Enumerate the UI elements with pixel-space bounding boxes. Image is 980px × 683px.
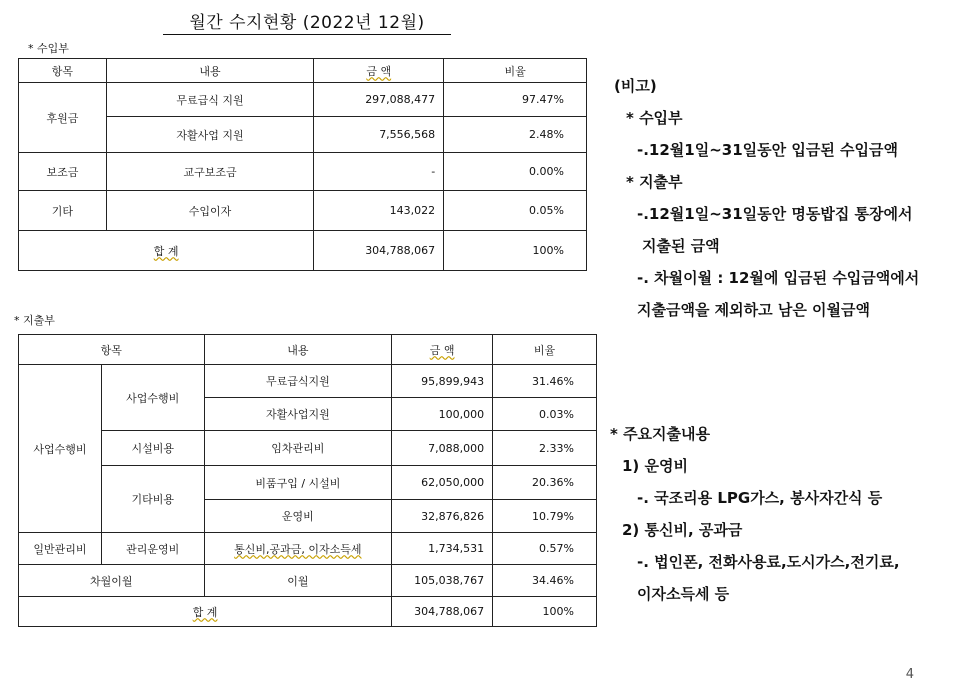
- amount-cell: 95,899,943: [392, 365, 493, 398]
- carryover-content: 이월: [204, 565, 392, 597]
- page-title: 월간 수지현황 (2022년 12월): [163, 8, 451, 35]
- content-cell: 무료급식 지원: [106, 83, 313, 117]
- notes-heading: (비고): [614, 77, 657, 95]
- ratio-cell: 0.00%: [444, 153, 587, 191]
- ratio-cell: 20.36%: [493, 466, 597, 500]
- content-cell: 비품구입 / 시설비: [204, 466, 392, 500]
- page-number: 4: [905, 667, 914, 682]
- expense-section-label: * 지출부: [14, 314, 55, 327]
- content-cell: 통신비,공과금, 이자소득세: [204, 533, 392, 565]
- amount-cell: 62,050,000: [392, 466, 493, 500]
- amount-cell: 32,876,826: [392, 500, 493, 533]
- amount-cell: 100,000: [392, 398, 493, 431]
- header-item: 항목: [19, 335, 205, 365]
- table-row: [19, 83, 587, 117]
- content-cell: 교구보조금: [106, 153, 313, 191]
- header-ratio: 비율: [444, 59, 587, 83]
- ratio-cell: 31.46%: [493, 365, 597, 398]
- table-row: [19, 533, 597, 565]
- ratio-cell: 2.48%: [444, 117, 587, 153]
- ratio-cell: 0.05%: [444, 191, 587, 231]
- ratio-cell: 97.47%: [444, 83, 587, 117]
- major-item1: 1) 운영비: [622, 457, 688, 475]
- header-ratio: 비율: [493, 335, 597, 365]
- table-row: [19, 466, 597, 500]
- notes-carry-line1: -. 차월이월 : 12월에 입금된 수입금액에서: [637, 269, 920, 287]
- content-cell: 수입이자: [106, 191, 313, 231]
- total-row: [19, 597, 597, 627]
- table-row: [19, 191, 587, 231]
- header-amount: 금 액: [392, 335, 493, 365]
- subcategory-cell: 관리운영비: [101, 533, 204, 565]
- amount-cell: -: [314, 153, 444, 191]
- carryover-ratio: 34.46%: [493, 565, 597, 597]
- content-cell: 임차관리비: [204, 431, 392, 466]
- major-item1-desc: -. 국조리용 LPG가스, 봉사자간식 등: [637, 489, 883, 507]
- header-content: 내용: [204, 335, 392, 365]
- header-amount: 금 액: [314, 59, 444, 83]
- total-row: [19, 231, 587, 271]
- amount-cell: 1,734,531: [392, 533, 493, 565]
- ratio-cell: 10.79%: [493, 500, 597, 533]
- subcategory-cell: 기타비용: [101, 466, 204, 533]
- notes-income-line: -.12월1일~31일동안 입금된 수입금액: [637, 141, 899, 159]
- total-label: 합 계: [19, 597, 392, 627]
- carryover-label: 차월이월: [19, 565, 205, 597]
- major-heading: * 주요지출내용: [610, 425, 711, 443]
- major-item2: 2) 통신비, 공과금: [622, 521, 743, 539]
- ratio-cell: 2.33%: [493, 431, 597, 466]
- amount-cell: 143,022: [314, 191, 444, 231]
- income-table: [18, 58, 587, 271]
- notes-expense-line1: -.12월1일~31일동안 명동밥집 통장에서: [637, 205, 913, 223]
- category-cell: 보조금: [19, 153, 107, 191]
- total-label: 합 계: [19, 231, 314, 271]
- table-row: [19, 431, 597, 466]
- header-item: 항목: [19, 59, 107, 83]
- content-cell: 자활사업지원: [204, 398, 392, 431]
- total-amount: 304,788,067: [392, 597, 493, 627]
- category-cell: 기타: [19, 191, 107, 231]
- subcategory-cell: 사업수행비: [101, 365, 204, 431]
- expense-table: [18, 334, 597, 627]
- notes-expense-head: * 지출부: [626, 173, 683, 191]
- content-cell: 자활사업 지원: [106, 117, 313, 153]
- carryover-row: [19, 565, 597, 597]
- carryover-amount: 105,038,767: [392, 565, 493, 597]
- content-cell: 운영비: [204, 500, 392, 533]
- ratio-cell: 0.57%: [493, 533, 597, 565]
- table-header-row: [19, 335, 597, 365]
- major-item2-desc1: -. 법인폰, 전화사용료,도시가스,전기료,: [637, 553, 900, 571]
- table-header-row: [19, 59, 587, 83]
- notes-expense-line2: 지출된 금액: [642, 237, 720, 255]
- major-item2-desc2: 이자소득세 등: [637, 585, 730, 603]
- category-cell: 사업수행비: [19, 365, 102, 533]
- content-cell: 무료급식지원: [204, 365, 392, 398]
- notes-carry-line2: 지출금액을 제외하고 남은 이월금액: [637, 301, 871, 319]
- income-section-label: * 수입부: [28, 42, 69, 55]
- total-amount: 304,788,067: [314, 231, 444, 271]
- total-ratio: 100%: [444, 231, 587, 271]
- subcategory-cell: 시설비용: [101, 431, 204, 466]
- header-content: 내용: [106, 59, 313, 83]
- table-row: [19, 153, 587, 191]
- amount-cell: 297,088,477: [314, 83, 444, 117]
- notes-income-head: * 수입부: [626, 109, 683, 127]
- amount-cell: 7,088,000: [392, 431, 493, 466]
- ratio-cell: 0.03%: [493, 398, 597, 431]
- category-cell: 일반관리비: [19, 533, 102, 565]
- amount-cell: 7,556,568: [314, 117, 444, 153]
- table-row: [19, 365, 597, 398]
- total-ratio: 100%: [493, 597, 597, 627]
- category-cell: 후원금: [19, 83, 107, 153]
